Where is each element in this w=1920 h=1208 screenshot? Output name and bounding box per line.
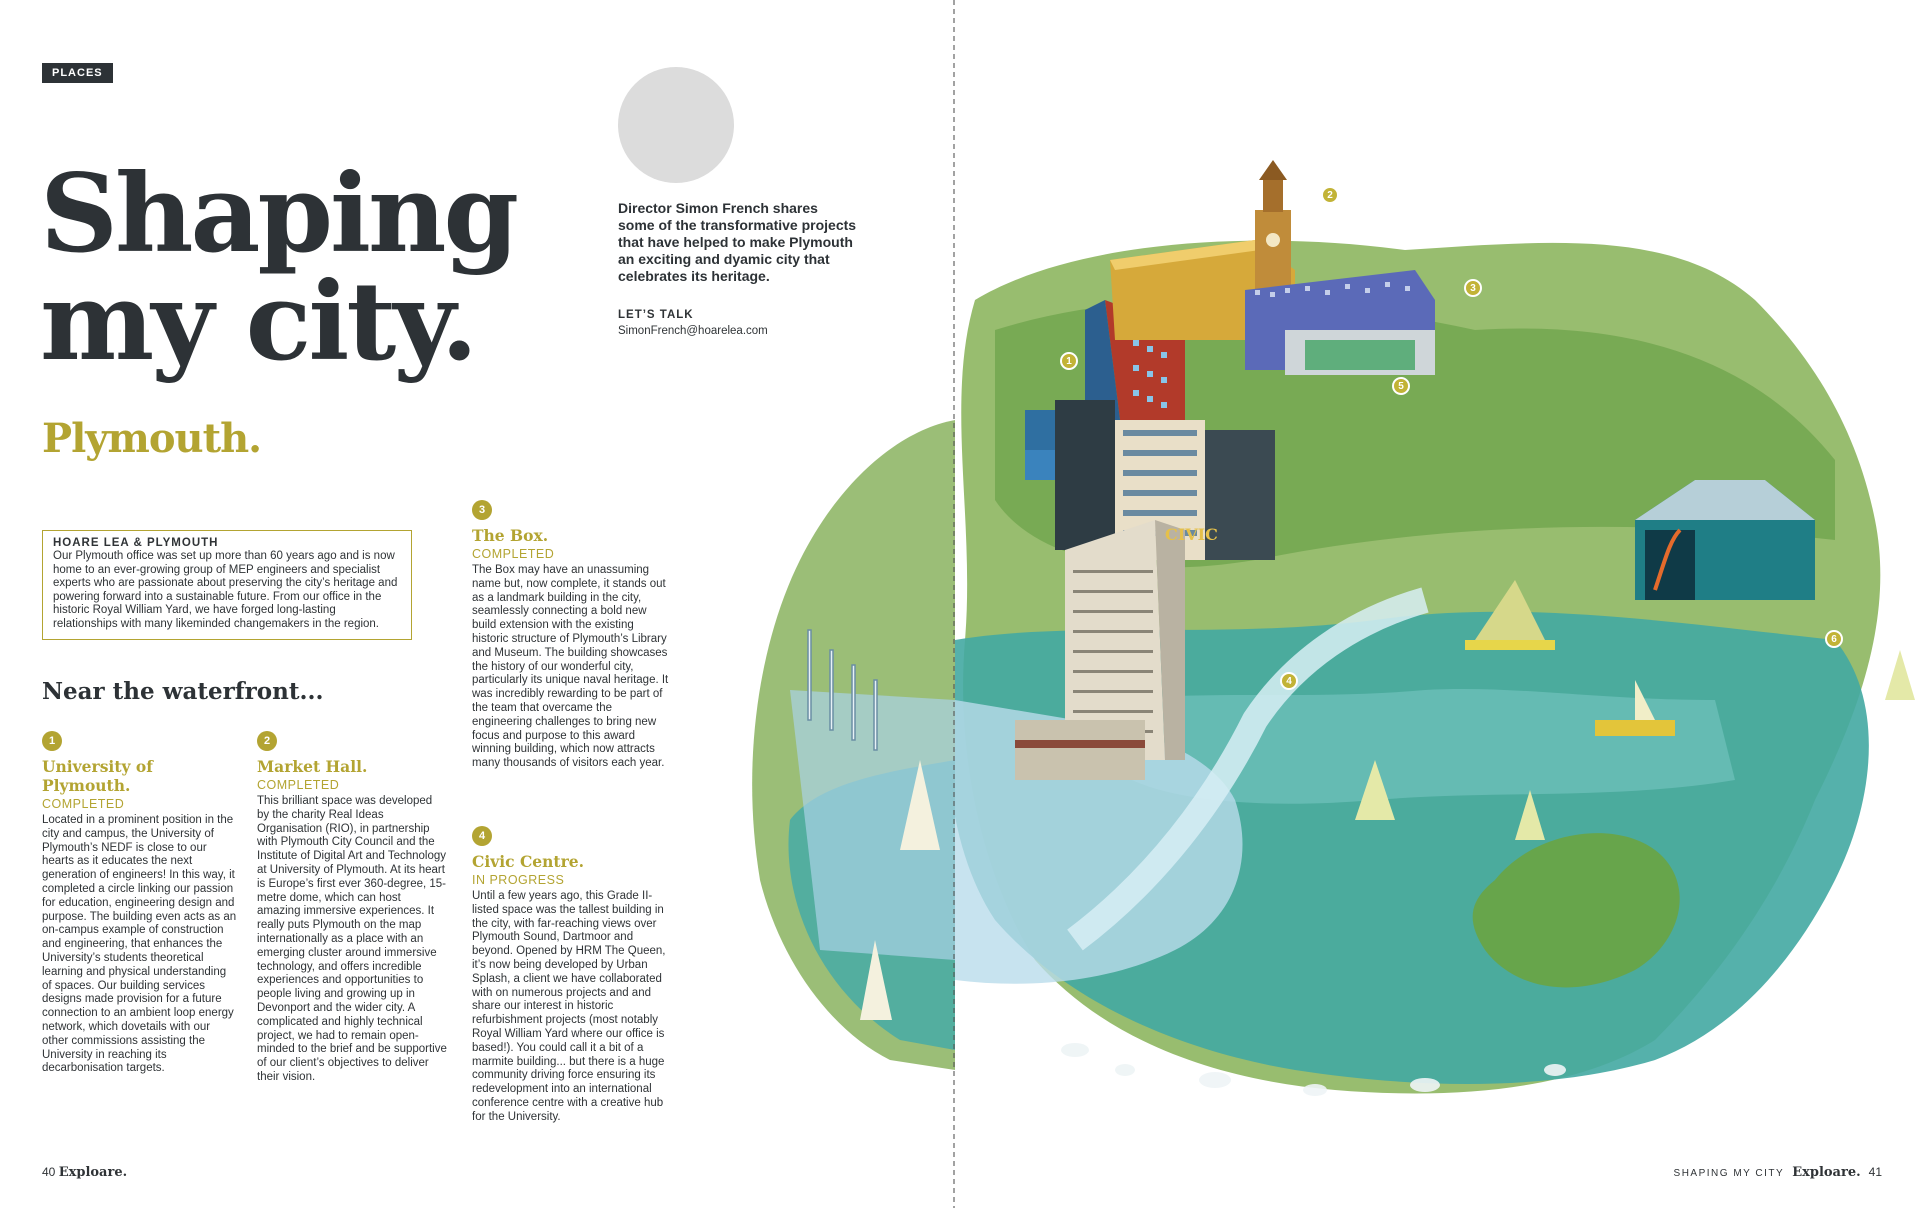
project-body: The Box may have an unassuming name but, now complete, it stands out as a landmark building in the city, seamlessly connecting a bold new build extension with the existing historic structure of Plymouth’s Library and Museum. The building showcases the history of our wonderful city, particularly its unique naval heritage. It was incredibly rewarding to be part of the team that overcame the engineering challenges to bring new focus and purpose to this award winning building, which now attracts many thousands of visitors each year. xyxy=(472,564,669,770)
headline: Shaping my city. xyxy=(40,151,517,385)
project-number: 3 xyxy=(472,500,492,520)
map-marker[interactable]: 6 xyxy=(1825,630,1843,648)
subhead: Plymouth. xyxy=(42,415,262,462)
project-number: 4 xyxy=(472,826,492,846)
project-civic-centre xyxy=(472,826,672,1125)
left-page xyxy=(0,0,955,1208)
section-tag: PLACES xyxy=(42,63,113,83)
project-title: University of Plymouth. xyxy=(42,757,153,795)
map-marker[interactable]: 4 xyxy=(1280,672,1298,690)
project-the-box xyxy=(472,500,672,771)
right-page xyxy=(955,0,1920,1208)
project-status: COMPLETED xyxy=(472,547,555,561)
project-status: COMPLETED xyxy=(257,778,340,792)
project-title: Market Hall. xyxy=(257,757,368,776)
map-marker[interactable]: 5 xyxy=(1392,377,1410,395)
lets-talk-label: LET’S TALK xyxy=(618,309,694,321)
map-marker[interactable]: 2 xyxy=(1321,186,1339,204)
page-number-left: 40 xyxy=(42,1165,56,1179)
project-body: This brilliant space was developed by the charity Real Ideas Organisation (RIO), in partnership with Plymouth City Council and the Institute of Digital Art and Technology at University of Plymouth. At its heart is Europe’s first ever 360-degree, 15-metre dome, which can host amazing immersive experiences. It really puts Plymouth on the map internationally as a place with an emerging cluster around immersive technology, and offers incredible experiences and opportunities to people living and growing up in Devonport and the wider city. A complicated and highly technical project, we had to remain open-minded to the brief and be supportive of our client’s objectives to deliver their vision. xyxy=(257,795,447,1083)
plymouth-illustration xyxy=(955,0,1920,1208)
running-section: SHAPING MY CITY xyxy=(1673,1168,1785,1179)
contact-email[interactable]: SimonFrench@hoarelea.com xyxy=(618,325,768,337)
project-number: 2 xyxy=(257,731,277,751)
folio-right xyxy=(1674,1165,1882,1180)
box-title: HOARE LEA & PLYMOUTH xyxy=(53,537,219,549)
brand-name: Exploare. xyxy=(58,1165,128,1180)
map-marker[interactable]: 1 xyxy=(1060,352,1078,370)
civic-sign: CIVIC xyxy=(1165,525,1218,544)
project-title: The Box. xyxy=(472,526,549,545)
hoare-lea-box xyxy=(42,530,412,640)
brand-name: Exploare. xyxy=(1792,1165,1861,1180)
project-status: IN PROGRESS xyxy=(472,873,565,887)
folio-left xyxy=(42,1165,127,1180)
intro-text: Director Simon French shares some of the transformative projects that have helped to make Plymouth an exciting and dyamic city that celebrates its heritage. xyxy=(618,200,857,284)
box-text: Our Plymouth office was set up more than 60 years ago and is now home to an ever-growing group of MEP engineers and specialist experts who are passionate about preserving the city’s heritage and powering forward into a sustainable future. From our office in the historic Royal William Yard, we have forged long-lasting relationships with many likeminded changemakers in the region. xyxy=(53,550,398,630)
decorative-circle xyxy=(618,67,734,183)
map-marker[interactable]: 3 xyxy=(1464,279,1482,297)
project-title: Civic Centre. xyxy=(472,852,585,871)
project-number: 1 xyxy=(42,731,62,751)
project-university xyxy=(42,731,237,1076)
project-status: COMPLETED xyxy=(42,797,125,811)
section-title: Near the waterfront... xyxy=(42,678,324,705)
project-body: Located in a prominent position in the city and campus, the University of Plymouth’s NEDF is close to our hearts as it educates the next generation of engineers! In this way, it completed a circle linking our passion for education, engineering design and purpose. The building even acts as an on-campus example of construction and engineering, that enhances the University’s students theoretical learning and physical understanding of spaces. Our building services designs made provision for a future connection to an ambient loop energy network, which dovetails with our other commissions assisting the University in reaching its decarbonisation targets. xyxy=(42,814,237,1075)
project-market-hall xyxy=(257,731,447,1085)
page-number-right: 41 xyxy=(1868,1165,1882,1179)
project-body: Until a few years ago, this Grade II-listed space was the tallest building in the city, with far-reaching views over Plymouth Sound, Dartmoor and beyond. Opened by HRM The Queen, it’s now being developed by Urban Splash, a client we have collaborated with on numerous projects and and share our interest in historic refurbishment projects (most notably Royal William Yard where our office is based!). You could call it a bit of a marmite building... but there is a huge community driving force ensuring its redevelopment into an international conference centre with a creative hub for the University. xyxy=(472,890,666,1123)
